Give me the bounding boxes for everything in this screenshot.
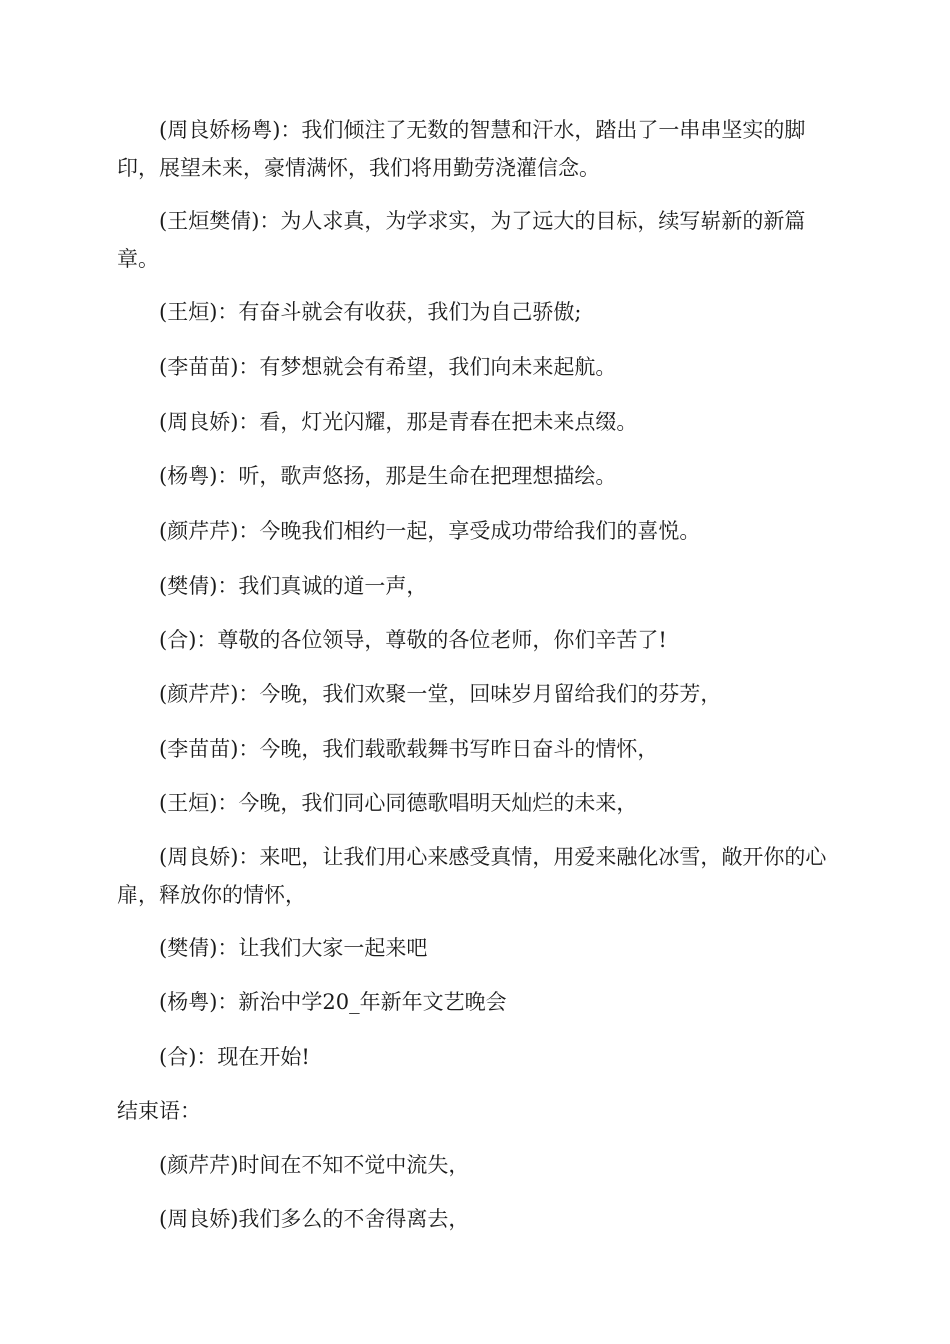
paragraph-12: (王烜)：今晚，我们同心同德歌唱明天灿烂的未来， — [159, 791, 638, 815]
paragraph-4: (李苗苗)：有梦想就会有希望，我们向未来起航。 — [159, 355, 617, 379]
section-heading-closing: 结束语： — [117, 1099, 201, 1123]
paragraph-5: (周良娇)：看，灯光闪耀，那是青春在把未来点缀。 — [159, 410, 638, 434]
paragraph-8: (樊倩)：我们真诚的道一声， — [159, 574, 428, 598]
paragraph-7: (颜芹芹)：今晚我们相约一起，享受成功带给我们的喜悦。 — [159, 519, 701, 543]
paragraph-16: (合)：现在开始! — [159, 1045, 310, 1069]
paragraph-3: (王烜)：有奋斗就会有收获，我们为自己骄傲; — [159, 300, 582, 324]
paragraph-1: (周良娇杨粤)：我们倾注了无数的智慧和汗水，踏出了一串串坚实的脚印，展望未来，豪情满怀，我们将用勤劳浇灌信念。 — [117, 118, 806, 180]
paragraph-10: (颜芹芹)：今晚，我们欢聚一堂，回味岁月留给我们的芬芳， — [159, 682, 722, 706]
paragraph-14: (樊倩)：让我们大家一起来吧 — [159, 936, 428, 960]
paragraph-6: (杨粤)：听，歌声悠扬，那是生命在把理想描绘。 — [159, 464, 617, 488]
paragraph-9: (合)：尊敬的各位领导，尊敬的各位老师，你们辛苦了! — [159, 628, 667, 652]
paragraph-18: (周良娇)我们多么的不舍得离去， — [159, 1207, 470, 1231]
paragraph-11: (李苗苗)：今晚，我们载歌载舞书写昨日奋斗的情怀， — [159, 737, 659, 761]
paragraph-13: (周良娇)：来吧，让我们用心来感受真情，用爱来融化冰雪，敞开你的心扉，释放你的情怀， — [117, 845, 827, 907]
paragraph-2: (王烜樊倩)：为人求真，为学求实，为了远大的目标，续写崭新的新篇章。 — [117, 209, 806, 271]
paragraph-17: (颜芹芹)时间在不知不觉中流失， — [159, 1153, 470, 1177]
paragraph-15: (杨粤)：新治中学20_年新年文艺晚会 — [159, 990, 507, 1014]
